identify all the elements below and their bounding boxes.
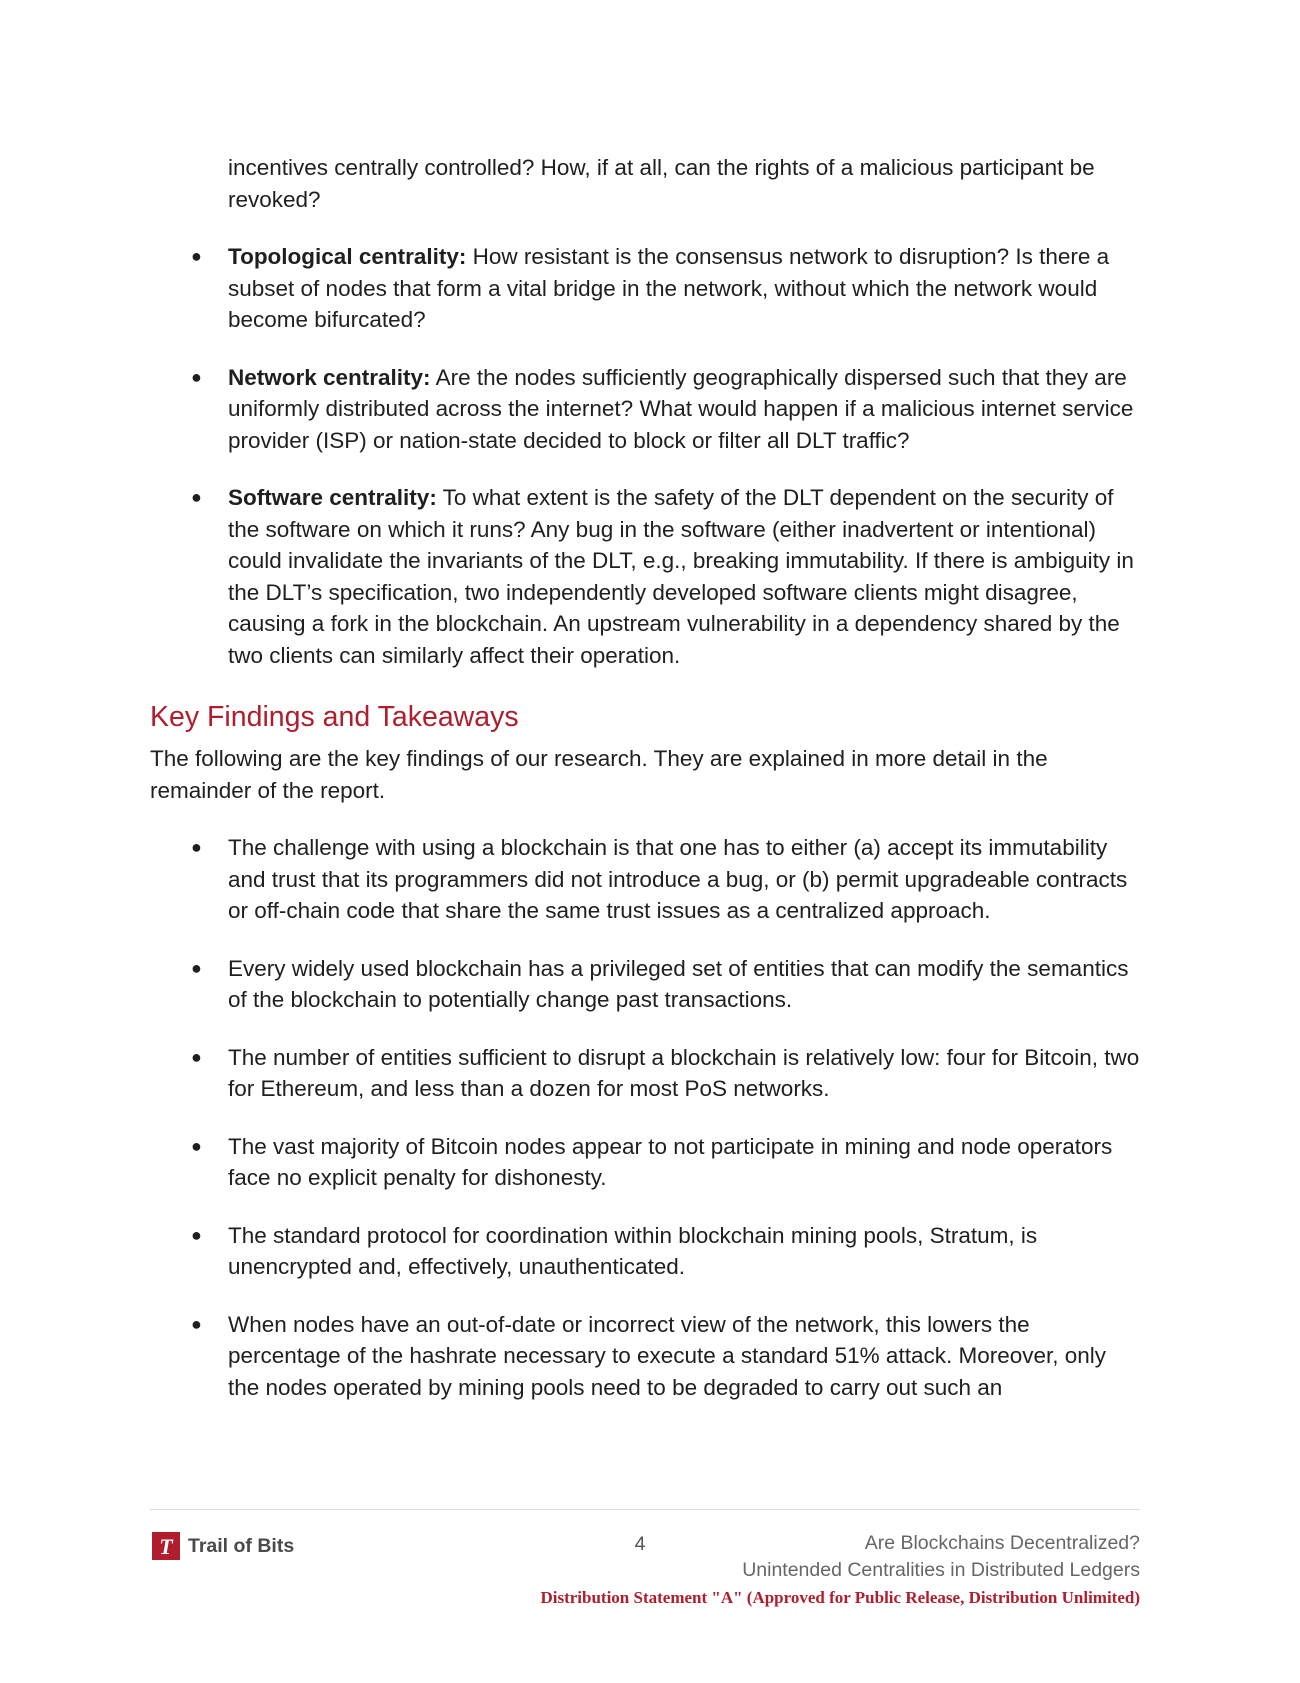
finding-text: The number of entities sufficient to disrupt a blockchain is relatively low: four for Bitcoin, two for Ethereum, and less than a dozen for most PoS networks. xyxy=(228,1044,1140,1101)
logo-letter: T xyxy=(159,1534,173,1559)
finding-text: The vast majority of Bitcoin nodes appear to not participate in mining and node operators face no explicit penalty for dishonesty. xyxy=(228,1133,1113,1190)
footer-divider xyxy=(150,1509,1140,1510)
finding-text: When nodes have an out-of-date or incorrect view of the network, this lowers the percentage of the hashrate necessary to execute a standard 51% attack. Moreover, only the nodes operated by mining pools need to be degraded to carry out such an xyxy=(228,1311,1107,1400)
list-item xyxy=(150,482,1140,671)
findings-list xyxy=(150,832,1140,1403)
bullet-icon: ● xyxy=(191,957,202,978)
list-item xyxy=(150,1131,1140,1194)
logo-text: Trail of Bits xyxy=(188,1534,295,1557)
bullet-term: Network centrality: xyxy=(228,364,431,390)
continued-paragraph: incentives centrally controlled? How, if at all, can the rights of a malicious participant be revoked? xyxy=(228,155,1095,212)
bullet-icon: ● xyxy=(191,837,202,857)
list-item xyxy=(150,362,1140,457)
bullet-icon: ● xyxy=(191,1313,202,1334)
finding-text: Every widely used blockchain has a privileged set of entities that can modify the semantics of the blockchain to potentially change past transactions. xyxy=(228,955,1129,1012)
list-item xyxy=(150,832,1140,927)
bullet-text: How resistant is the consensus network to disruption? Is there a subset of nodes that form a vital bridge in the network, without which the network would become bifurcated? xyxy=(228,244,1110,332)
bullet-icon: ● xyxy=(191,246,202,266)
page-number: 4 xyxy=(634,1533,646,1555)
bullet-text: Are the nodes sufficiently geographically dispersed such that they are uniformly distributed across the internet? What would happen if a malicious internet service provider (ISP) or nation-state decided to block or filter all DLT traffic? xyxy=(228,364,1134,453)
section-heading: Key Findings and Takeaways xyxy=(150,701,519,733)
trail-of-bits-logo-icon xyxy=(152,1532,180,1560)
bullet-icon: ● xyxy=(191,487,202,507)
bullet-term: Software centrality: xyxy=(228,485,437,510)
footer-title-block xyxy=(540,1530,1140,1610)
finding-text: The standard protocol for coordination within blockchain mining pools, Stratum, is unencrypted and, effectively, unauthenticated. xyxy=(228,1222,1038,1279)
bullet-icon: ● xyxy=(191,1224,202,1245)
footer-title-line-2: Unintended Centralities in Distributed Ledgers xyxy=(742,1559,1140,1581)
bullet-text: To what extent is the safety of the DLT dependent on the security of the software on which it runs? Any bug in the software (either inadvertent or intentional) could invalidate the invariants of the DLT, e.g., breaking immutability. If there is ambiguity in the DLT’s specification, two independently developed software clients might disagree, causing a fork in the blockchain. An upstream vulnerability in a dependency shared by the two clients can similarly affect their operation. xyxy=(228,485,1134,668)
bullet-icon: ● xyxy=(191,366,202,387)
page-body xyxy=(150,152,1140,1403)
centrality-list xyxy=(150,241,1140,671)
bullet-term: Topological centrality: xyxy=(228,244,467,269)
distribution-statement: Distribution Statement "A" (Approved for Public Release, Distribution Unlimited) xyxy=(540,1588,1140,1607)
list-item xyxy=(150,1309,1140,1404)
section-intro: The following are the key findings of our research. They are explained in more detail in the remainder of the report. xyxy=(150,746,1048,803)
list-item xyxy=(150,1042,1140,1105)
footer-logo xyxy=(152,1532,294,1560)
bullet-icon: ● xyxy=(191,1046,202,1067)
list-item xyxy=(150,953,1140,1016)
list-item xyxy=(150,241,1140,336)
bullet-icon: ● xyxy=(191,1135,202,1156)
footer-title-line-1: Are Blockchains Decentralized? xyxy=(864,1532,1140,1554)
finding-text: The challenge with using a blockchain is that one has to either (a) accept its immutability and trust that its programmers did not introduce a bug, or (b) permit upgradeable contracts or off-chain code that share the same trust issues as a centralized approach. xyxy=(228,835,1128,923)
list-item xyxy=(150,1220,1140,1283)
